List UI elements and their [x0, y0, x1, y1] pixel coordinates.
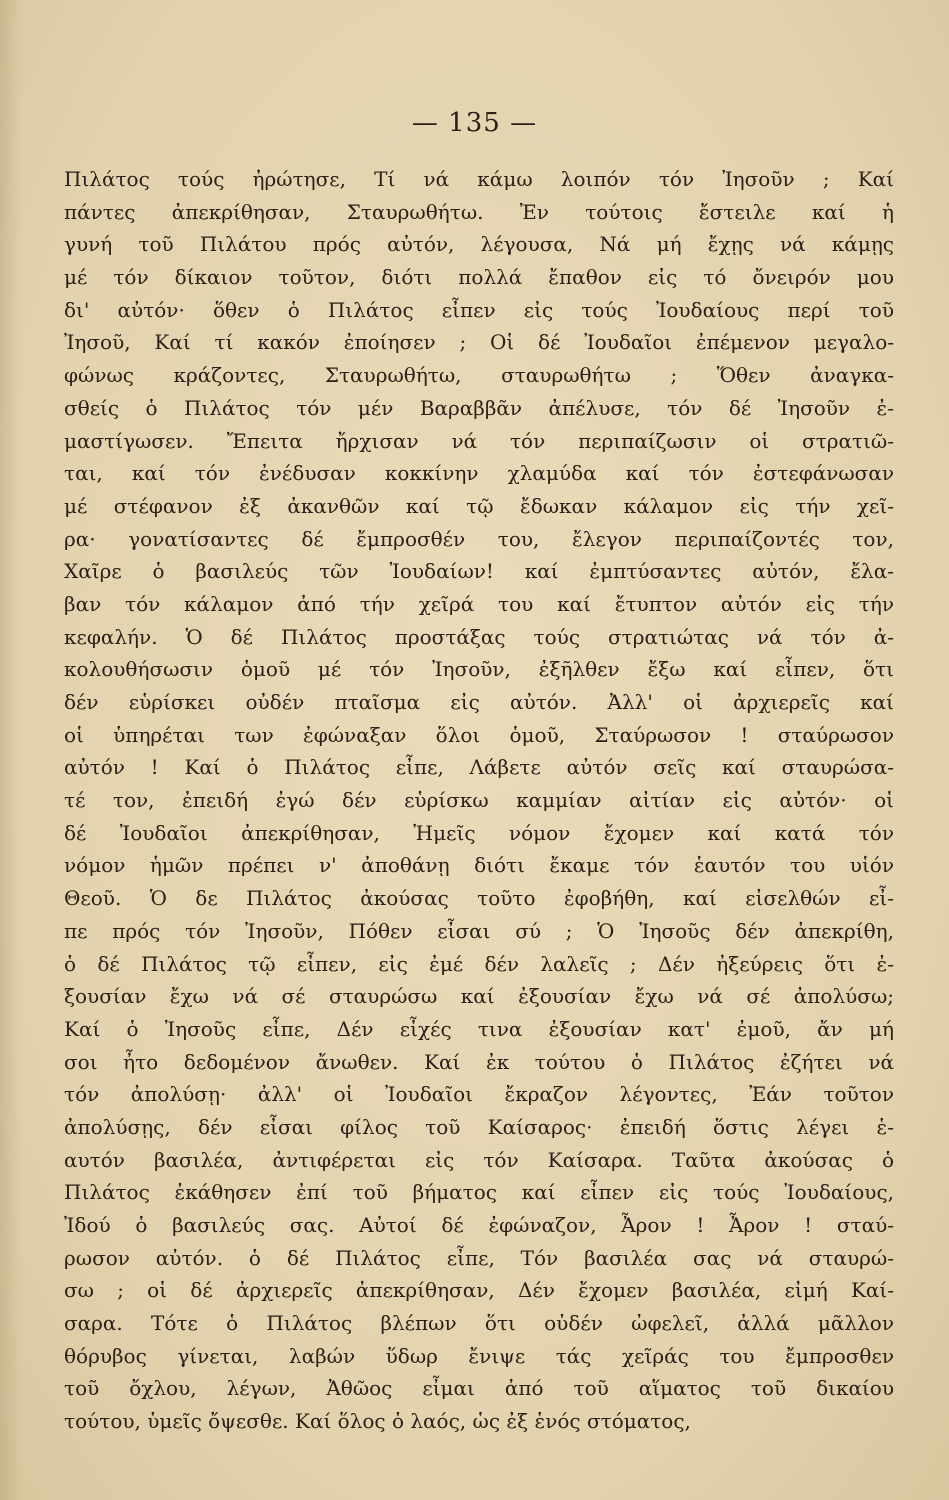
text-line: ἀπολύσῃς, δέν εἶσαι φίλος τοῦ Καίσαρος· ἐπειδή ὅστις λέγει ἑ-	[64, 1114, 894, 1139]
text-line: σαρα. Τότε ὁ Πιλάτος βλέπων ὅτι οὐδέν ὠφελεῖ, ἀλλά μᾶλλον	[64, 1311, 894, 1336]
body-text	[64, 163, 894, 1438]
text-line: οἱ ὑπηρέται των ἐφώναξαν ὅλοι ὁμοῦ, Σταύρωσον ! σταύρωσον	[64, 722, 894, 747]
text-line: Πιλάτος τούς ἠρώτησε, Τί νά κάμω λοιπόν τόν Ἰησοῦν ; Καί	[64, 167, 894, 191]
text-line: δέν εὑρίσκει οὐδέν πταῖσμα εἰς αὐτόν. Ἀλλ' οἱ ἀρχιερεῖς καί	[64, 690, 894, 714]
page-number: — 135 —	[411, 108, 538, 138]
text-line: Ἰδού ὁ βασιλεύς σας. Αὐτοί δέ ἐφώναζον, Ἆρον ! Ἆρον ! σταύ-	[64, 1213, 894, 1237]
text-line: ρα· γονατίσαντες δέ ἔμπροσθέν του, ἔλεγον περιπαίζοντές τον,	[64, 526, 894, 551]
text-line: αὐτόν ! Καί ὁ Πιλάτος εἶπε, Λάβετε αὐτόν σεῖς καί σταυρώσα-	[64, 755, 894, 780]
text-line: μέ τόν δίκαιον τοῦτον, διότι πολλά ἔπαθον εἰς τό ὄνειρόν μου	[64, 265, 894, 290]
text-line: βαν τόν κάλαμον ἀπό τήν χεῖρά του καί ἔτυπτον αὐτόν εἰς τήν	[64, 591, 894, 616]
text-line: Πιλάτος ἐκάθησεν ἐπί τοῦ βήματος καί εἶπεν εἰς τούς Ἰουδαίους,	[64, 1180, 894, 1205]
text-line: δι' αὐτόν· ὅθεν ὁ Πιλάτος εἶπεν εἰς τούς Ἰουδαίους περί τοῦ	[64, 297, 894, 322]
text-line: φώνως κράζοντες, Σταυρωθήτω, σταυρωθήτω ; Ὅθεν ἀναγκα-	[64, 363, 894, 388]
text-line: ται, καί τόν ἐνέδυσαν κοκκίνην χλαμύδα καί τόν ἐστεφάνωσαν	[64, 461, 894, 486]
text-line: Καί ὁ Ἰησοῦς εἶπε, Δέν εἶχές τινα ἐξουσίαν κατ' ἐμοῦ, ἄν μή	[64, 1016, 894, 1041]
text-line: Θεοῦ. Ὁ δε Πιλάτος ἀκούσας τοῦτο ἐφοβήθη, καί εἰσελθών εἶ-	[64, 886, 894, 911]
text-line: δέ Ἰουδαῖοι ἀπεκρίθησαν, Ἡμεῖς νόμον ἔχομεν καί κατά τόν	[64, 820, 894, 845]
text-line: πάντες ἀπεκρίθησαν, Σταυρωθήτω. Ἐν τούτοις ἔστειλε καί ἡ	[64, 199, 894, 224]
text-line: ρωσον αὐτόν. ὁ δέ Πιλάτος εἶπε, Τόν βασιλέα σας νά σταυρώ-	[64, 1245, 894, 1270]
text-line: Χαῖρε ὁ βασιλεύς τῶν Ἰουδαίων! καί ἐμπτύσαντες αὐτόν, ἔλα-	[64, 559, 894, 584]
text-line: κεφαλήν. Ὁ δέ Πιλάτος προστάξας τούς στρατιώτας νά τόν ἀ-	[64, 624, 894, 649]
text-line: τέ τον, ἐπειδή ἐγώ δέν εὑρίσκω καμμίαν αἰτίαν εἰς αὐτόν· οἱ	[64, 788, 894, 813]
text-line: γυνή τοῦ Πιλάτου πρός αὐτόν, λέγουσα, Νά μή ἔχῃς νά κάμῃς	[64, 232, 894, 257]
text-line: τοῦ ὄχλου, λέγων, Ἀθῶος εἶμαι ἀπό τοῦ αἵματος τοῦ δικαίου	[64, 1376, 894, 1401]
text-line: σθείς ὁ Πιλάτος τόν μέν Βαραββᾶν ἀπέλυσε, τόν δέ Ἰησοῦν ἐ-	[64, 395, 894, 420]
text-line: πε πρός τόν Ἰησοῦν, Πόθεν εἶσαι σύ ; Ὁ Ἰησοῦς δέν ἀπεκρίθη,	[64, 918, 894, 943]
text-line: σοι ἦτο δεδομένον ἄνωθεν. Καί ἐκ τούτου ὁ Πιλάτος ἐζήτει νά	[64, 1049, 894, 1074]
text-line: νόμον ἡμῶν πρέπει ν' ἀποθάνῃ διότι ἔκαμε τόν ἑαυτόν του υἱόν	[64, 853, 894, 878]
binding-shadow	[0, 0, 22, 1500]
text-line: αυτόν βασιλέα, ἀντιφέρεται εἰς τόν Καίσαρα. Ταῦτα ἀκούσας ὁ	[64, 1147, 894, 1172]
text-line: Ἰησοῦ, Καί τί κακόν ἐποίησεν ; Οἱ δέ Ἰουδαῖοι ἐπέμενον μεγαλο-	[64, 330, 894, 355]
text-line: ξουσίαν ἔχω νά σέ σταυρώσω καί ἐξουσίαν ἔχω νά σέ ἀπολύσω;	[64, 984, 894, 1009]
text-line: κολουθήσωσιν ὁμοῦ μέ τόν Ἰησοῦν, ἐξῆλθεν ἔξω καί εἶπεν, ὅτι	[64, 657, 894, 682]
text-line: τόν ἀπολύσῃ· ἀλλ' οἱ Ἰουδαῖοι ἔκραζον λέγοντες, Ἐάν τοῦτον	[64, 1082, 894, 1107]
text-line: μαστίγωσεν. Ἔπειτα ἤρχισαν νά τόν περιπαίζωσιν οἱ στρατιῶ-	[64, 428, 894, 453]
text-line: σω ; οἱ δέ ἀρχιερεῖς ἀπεκρίθησαν, Δέν ἔχομεν βασιλέα, εἰμή Καί-	[64, 1278, 894, 1303]
text-line: ὁ δέ Πιλάτος τῷ εἶπεν, εἰς ἐμέ δέν λαλεῖς ; Δέν ἠξεύρεις ὅτι ἐ-	[64, 951, 894, 976]
text-line: θόρυβος γίνεται, λαβών ὕδωρ ἔνιψε τάς χεῖράς του ἔμπροσθεν	[64, 1343, 894, 1368]
text-line: τούτου, ὑμεῖς ὄψεσθε. Καί ὅλος ὁ λαός, ὡς ἐξ ἑνός στόματος,	[64, 1409, 691, 1434]
text-line: μέ στέφανον ἐξ ἀκανθῶν καί τῷ ἔδωκαν κάλαμον εἰς τήν χεῖ-	[64, 493, 894, 518]
